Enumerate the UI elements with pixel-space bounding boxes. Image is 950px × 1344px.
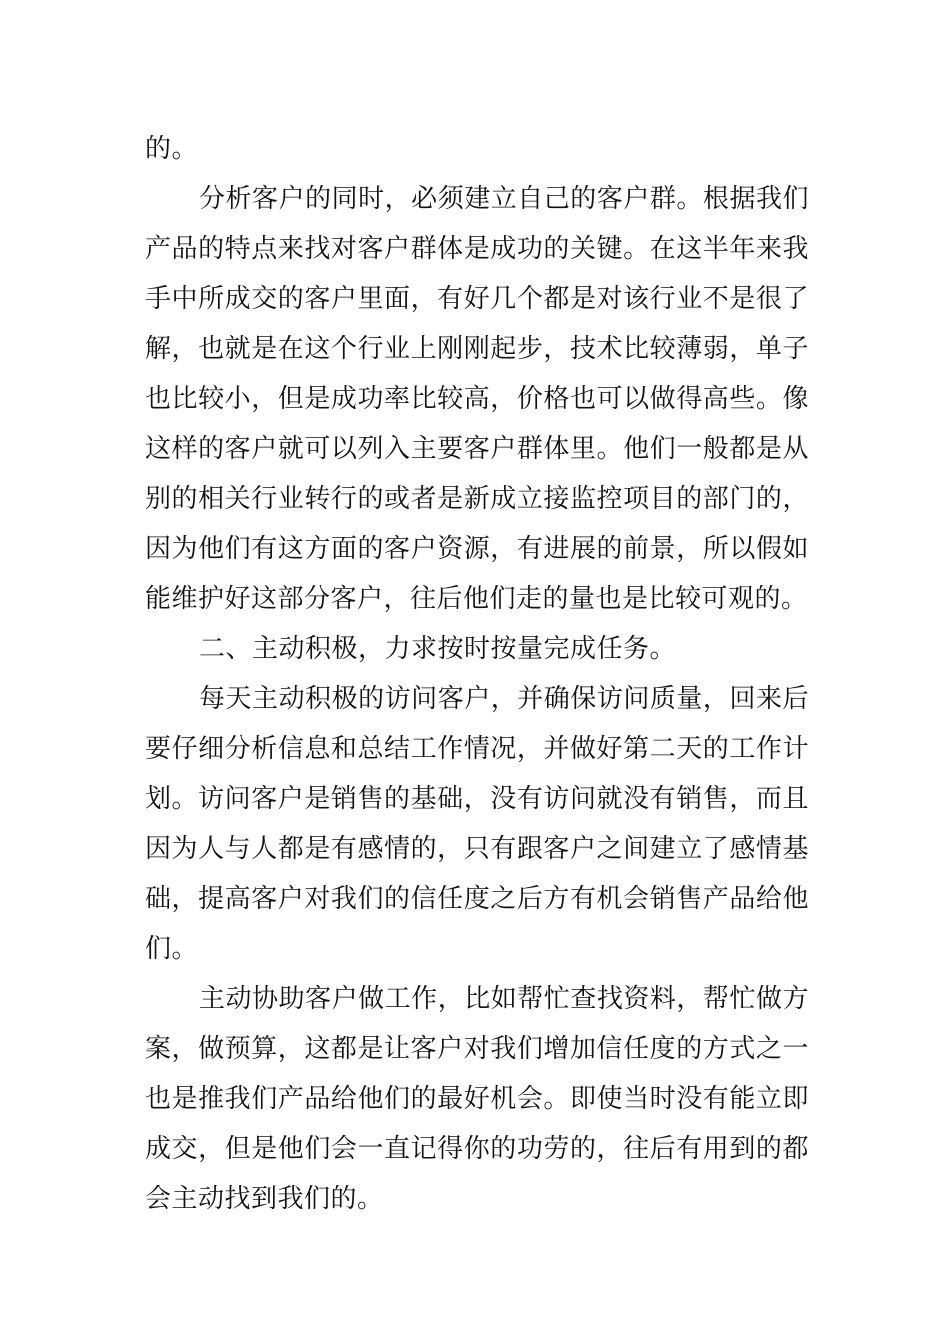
- section-heading-proactive: 二、主动积极，力求按时按量完成任务。: [199, 634, 677, 664]
- paragraph-assist-customers: 主动协助客户做工作，比如帮忙查找资料，帮忙做方案，做预算，这都是让客户对我们增加信任度的方式之一也是推我们产品给他们的最好机会。即使当时没有能立即成交，但是他们会一直记得你的功劳的，往后有用到的都会主动找到我们的。: [145, 984, 809, 1214]
- document-body: [145, 124, 809, 1224]
- paragraph-continuation: 的。: [145, 134, 199, 164]
- paragraph-daily-visits: 每天主动积极的访问客户，并确保访问质量，回来后要仔细分析信息和总结工作情况，并做好第二天的工作计划。访问客户是销售的基础，没有访问就没有销售，而且因为人与人都是有感情的，只有跟客户之间建立了感情基础，提高客户对我们的信任度之后方有机会销售产品给他们。: [145, 684, 809, 964]
- paragraph-customer-group: 分析客户的同时，必须建立自己的客户群。根据我们产品的特点来找对客户群体是成功的关键。在这半年来我手中所成交的客户里面，有好几个都是对该行业不是很了解，也就是在这个行业上刚刚起步，技术比较薄弱，单子也比较小，但是成功率比较高，价格也可以做得高些。像这样的客户就可以列入主要客户群体里。他们一般都是从别的相关行业转行的或者是新成立接监控项目的部门的，因为他们有这方面的客户资源，有进展的前景，所以假如能维护好这部分客户，往后他们走的量也是比较可观的。: [145, 184, 809, 614]
